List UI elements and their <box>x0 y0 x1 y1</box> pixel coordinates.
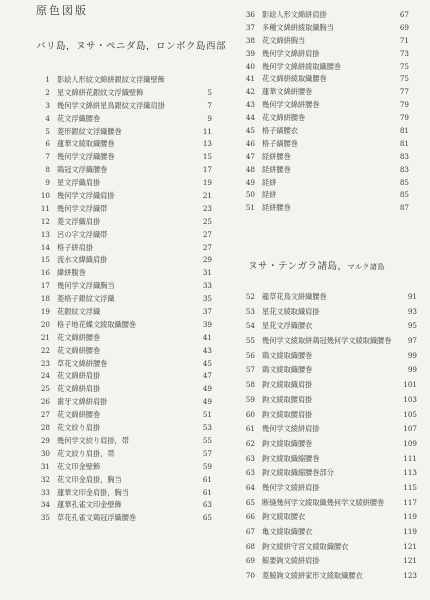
page-number: 121 <box>403 556 417 566</box>
plate-title: 鶏文綾取織腰巻 <box>262 350 313 360</box>
plate-title: 幾何学文綿絣腰巻 <box>262 100 320 110</box>
page-number: 29 <box>202 255 212 265</box>
page-number: 49 <box>202 384 212 394</box>
plate-entry <box>241 334 417 349</box>
page-number: 61 <box>202 474 212 484</box>
page-number: 61 <box>202 487 212 497</box>
plate-number: 5 <box>45 126 50 136</box>
page-number: 111 <box>403 453 417 463</box>
page-number: 67 <box>399 10 409 19</box>
plate-entry <box>36 370 212 383</box>
page-number: 47 <box>202 371 212 381</box>
plate-number: 10 <box>40 191 50 201</box>
plate-number: 11 <box>40 203 50 213</box>
plate-entry <box>241 112 409 125</box>
plate-entry <box>36 113 212 126</box>
plate-title: 格子縞腰衣 <box>262 126 298 136</box>
page-number: 23 <box>202 203 212 213</box>
plate-number: 55 <box>245 336 255 346</box>
plate-title: 亀文綾取織腰衣 <box>262 527 313 536</box>
plate-title: 蓮華文綿絣腰巻 <box>262 87 313 97</box>
plate-number: 58 <box>245 380 255 390</box>
plate-title: 鉤文綾取腰肩掛 <box>262 394 313 404</box>
plate-entry <box>36 409 212 422</box>
plate-entry <box>36 487 212 500</box>
plate-number: 46 <box>245 138 255 148</box>
plate-number: 8 <box>45 165 50 175</box>
plate-number: 64 <box>245 482 255 492</box>
plate-number: 68 <box>245 541 255 551</box>
plate-title: 花文絞り肩掛 <box>57 423 101 433</box>
plate-number: 63 <box>245 468 255 478</box>
plate-number: 26 <box>40 397 50 407</box>
plate-title: 花銀紋文浮織 <box>57 307 101 317</box>
page-number: 85 <box>399 190 409 200</box>
plate-title: 経絣腰巻 <box>262 151 291 161</box>
plate-number: 21 <box>40 332 50 342</box>
plate-number: 34 <box>40 500 50 510</box>
plate-number: 35 <box>40 513 50 523</box>
plate-number: 15 <box>40 255 50 265</box>
plate-number: 13 <box>40 229 50 239</box>
plate-number: 54 <box>245 321 255 331</box>
plate-entry <box>36 319 212 332</box>
page-number: 77 <box>399 87 409 97</box>
page-number: 43 <box>202 345 212 355</box>
plate-title: 流水文緯織肩掛 <box>57 255 108 265</box>
plate-title: 幾何学文浮織肩掛 <box>57 191 115 201</box>
plate-entry <box>241 61 409 74</box>
plate-entry <box>241 151 409 164</box>
plate-title: 幾何学文綿絣綾取織腰巻 <box>262 61 342 71</box>
plate-entry <box>36 151 212 164</box>
plate-number: 7 <box>45 152 50 162</box>
page-number: 19 <box>202 178 212 188</box>
page-number: 5 <box>207 87 212 97</box>
plate-entry <box>241 481 417 496</box>
plate-number: 22 <box>40 345 50 355</box>
page-number: 109 <box>403 438 417 448</box>
page-number: 117 <box>403 497 417 507</box>
page-number: 41 <box>202 332 212 342</box>
page-number: 39 <box>202 319 212 329</box>
plate-number: 30 <box>40 448 50 458</box>
plate-number: 62 <box>245 438 255 448</box>
plate-title: 草花孔雀文鶏冠浮織腰巻 <box>57 513 137 523</box>
plate-entry <box>241 99 409 112</box>
plate-title: 花文綿絣腰巻 <box>262 113 306 123</box>
page-number: 63 <box>202 500 212 510</box>
plate-entry <box>241 540 417 555</box>
plate-number: 44 <box>245 113 255 123</box>
plate-number: 19 <box>40 307 50 317</box>
plate-title: 星花文綾取織肩掛 <box>262 306 320 316</box>
page-number: 75 <box>399 61 409 71</box>
plate-title: 花文綿絣肩掛 <box>57 384 101 394</box>
plate-title: 蓮華文綾取織腰巻 <box>57 139 115 149</box>
plate-entry <box>36 422 212 435</box>
plate-title: 草花文綿絣腰巻 <box>57 358 108 368</box>
section-heading-bali <box>36 38 226 52</box>
page-number: 27 <box>202 229 212 239</box>
plate-number: 12 <box>40 216 50 226</box>
plate-number: 65 <box>245 497 255 507</box>
plate-number: 32 <box>40 474 50 484</box>
plate-number: 24 <box>40 371 50 381</box>
plate-title: 断縫幾何学文綾取織幾何学文綾絣腰巻 <box>262 497 385 507</box>
plate-entry <box>241 125 409 138</box>
plate-number: 42 <box>245 87 255 97</box>
plate-title: 鉤文綾取織縮腰巻部分 <box>262 468 334 478</box>
page-number: 99 <box>407 350 417 360</box>
plate-entry <box>241 437 417 452</box>
plate-title: 呂の字文浮織帯 <box>57 229 108 239</box>
plate-entry <box>241 177 409 190</box>
plate-entry <box>36 229 212 242</box>
plate-number: 9 <box>45 178 50 188</box>
plate-title: 花文綿絣腰巻 <box>57 332 101 342</box>
plate-title: 幾何学文絞り肩掛，帯 <box>57 435 129 445</box>
plate-title: 幾何学文浮織胸当 <box>57 281 115 291</box>
plate-entry <box>36 177 212 190</box>
page-number: 97 <box>407 336 417 346</box>
plate-entry <box>241 138 409 151</box>
plate-title: 菱形銀紋文浮織腰巻 <box>57 126 122 136</box>
plate-number: 37 <box>245 22 255 32</box>
plate-entry <box>241 363 417 378</box>
plate-number: 45 <box>245 126 255 136</box>
plate-title: 影絵人形文綿絣肩掛 <box>262 10 327 19</box>
plate-title: 鉤文綾絣守宮文綾取織腰衣 <box>262 541 349 551</box>
plate-number: 53 <box>245 306 255 316</box>
plate-number: 41 <box>245 74 255 84</box>
plate-entry <box>36 474 212 487</box>
page-number: 51 <box>202 410 212 420</box>
plate-number: 2 <box>45 87 50 97</box>
plate-title: 鶏文綾取織腰巻 <box>262 365 313 375</box>
page-number: 123 <box>403 571 417 581</box>
plate-entry <box>36 396 212 409</box>
plate-title: 鉤文綾取織腰巻 <box>262 438 313 448</box>
page-number: 79 <box>399 113 409 123</box>
page-number: 121 <box>403 541 417 551</box>
page-number: 59 <box>202 461 212 471</box>
plate-entry <box>241 569 417 584</box>
plate-entry <box>36 383 212 396</box>
page-number: 119 <box>403 527 417 536</box>
plate-number: 25 <box>40 384 50 394</box>
page-number: 13 <box>202 139 212 149</box>
plate-entry <box>36 448 212 461</box>
plate-number: 33 <box>40 487 50 497</box>
plate-entry <box>241 202 409 215</box>
plate-number: 38 <box>245 35 255 45</box>
plate-title: 幾何学文綿絣肩掛 <box>262 48 320 58</box>
plate-entry <box>241 164 409 177</box>
plate-number: 23 <box>40 358 50 368</box>
plate-number: 28 <box>40 423 50 433</box>
plate-title: 経絣 <box>262 177 277 187</box>
plate-title: 星文綿絣花銀紋文浮織壁飾 <box>57 87 144 97</box>
plate-entry <box>36 254 212 267</box>
plate-title: 花文綿絣胸当 <box>262 35 306 45</box>
plate-title: 鉤文綾取腰衣 <box>262 512 306 522</box>
plate-number: 3 <box>45 100 50 110</box>
plate-title: 影絵人形紋文綿絣銀紋文浮織壁飾 <box>57 75 165 84</box>
plate-number: 43 <box>245 100 255 110</box>
plate-number: 27 <box>40 410 50 420</box>
plate-entry <box>241 466 417 481</box>
plate-entry <box>241 393 417 408</box>
plate-number: 39 <box>245 48 255 58</box>
page-number: 103 <box>403 394 417 404</box>
plate-title: 蓮華孔雀文印金壁飾 <box>57 500 122 510</box>
page-number: 57 <box>202 448 212 458</box>
plate-number: 6 <box>45 139 50 149</box>
page-number: 65 <box>202 513 212 523</box>
plate-entry <box>36 164 212 177</box>
page-number: 9 <box>207 113 212 123</box>
plate-title: 花文絞り肩掛，帯 <box>57 448 115 458</box>
plate-number: 60 <box>245 409 255 419</box>
page-number: 69 <box>399 22 409 32</box>
plate-title: 経絣 <box>262 190 277 200</box>
plate-entry <box>36 203 212 216</box>
plate-title: 格子地花蝶文綾取織腰巻 <box>57 319 137 329</box>
page-number: 105 <box>403 409 417 419</box>
plate-number: 17 <box>40 281 50 291</box>
plate-entry <box>241 86 409 99</box>
page-number: 107 <box>403 424 417 434</box>
plate-title: 鉤文綾取腰肩掛 <box>262 409 313 419</box>
plate-title: 鉤文綾取織肩掛 <box>262 380 313 390</box>
plate-title: 龍草花鳥文絣織腰巻 <box>262 292 327 301</box>
plate-title: 経絣腰巻 <box>262 203 291 213</box>
page-number: 53 <box>202 423 212 433</box>
plate-title: 花文浮織腰巻 <box>57 113 101 123</box>
plate-title: 鶏冠文浮織腰巻 <box>57 165 108 175</box>
page-number: 73 <box>399 48 409 58</box>
plate-title: 花文印金壁飾 <box>57 461 101 471</box>
plate-entry <box>36 138 212 151</box>
page-number: 81 <box>399 126 409 136</box>
page-number: 101 <box>403 380 417 390</box>
plate-title: 花文綿絣肩掛 <box>57 371 101 381</box>
plate-entry <box>36 306 212 319</box>
page-number: 31 <box>202 268 212 278</box>
plate-number: 69 <box>245 556 255 566</box>
plate-title: 花文綿絣腰巻 <box>57 345 101 355</box>
page-number: 99 <box>407 365 417 375</box>
plate-entry <box>36 293 212 306</box>
plate-title: 花文綿絣綾取織腰巻 <box>262 74 327 84</box>
section-title: ヌサ・テンガラ諸島， <box>248 261 348 272</box>
plate-number: 56 <box>245 350 255 360</box>
plate-number: 1 <box>45 75 50 84</box>
plate-number: 49 <box>245 177 255 187</box>
plate-entry <box>241 9 409 22</box>
plate-number: 59 <box>245 394 255 404</box>
plate-entry <box>241 22 409 35</box>
plate-entry <box>241 422 417 437</box>
plate-title: 花文印金肩掛，胸当 <box>57 474 122 484</box>
plate-title: 星花文浮織腰衣 <box>262 321 313 331</box>
page-number: 113 <box>403 468 417 478</box>
plate-entry <box>36 435 212 448</box>
section-heading-nusa-tenggara <box>248 258 385 272</box>
plate-entry <box>241 510 417 525</box>
page-number: 95 <box>407 321 417 331</box>
plate-entry <box>241 349 417 364</box>
plate-entry <box>36 280 212 293</box>
plate-title: 幾何学文綾取絣鶏冠幾何学文綾取織腰巻 <box>262 336 392 346</box>
plate-entry <box>36 242 212 255</box>
plate-title: 幾何学文綾絣肩掛 <box>262 424 320 434</box>
plate-entry <box>241 305 417 320</box>
plate-entry <box>241 290 417 305</box>
page-number: 33 <box>202 281 212 291</box>
plate-number: 29 <box>40 435 50 445</box>
page-number: 83 <box>399 164 409 174</box>
page-number: 81 <box>399 138 409 148</box>
plate-title: 経絣腰巻 <box>262 164 291 174</box>
plate-entry <box>241 554 417 569</box>
plate-number: 4 <box>45 113 50 123</box>
plate-entry <box>36 461 212 474</box>
plate-entry <box>36 499 212 512</box>
page-number: 55 <box>202 435 212 445</box>
page-heading: 原色図版 <box>36 4 88 17</box>
plate-title: 歯牙文綿絣肩掛 <box>57 397 108 407</box>
plate-number: 16 <box>40 268 50 278</box>
plate-number: 14 <box>40 242 50 252</box>
page-number: 91 <box>407 292 417 301</box>
plate-number: 36 <box>245 10 255 19</box>
page-number: 49 <box>202 397 212 407</box>
plate-title: 幾何学文綿絣星鳥銀紋文浮織肩掛 <box>57 100 165 110</box>
plate-number: 47 <box>245 151 255 161</box>
plate-entry <box>241 189 409 202</box>
page-number: 21 <box>202 191 212 201</box>
plate-entry <box>36 100 212 113</box>
plate-entry <box>241 525 417 540</box>
page-number: 93 <box>407 306 417 316</box>
page-number: 17 <box>202 165 212 175</box>
plate-entry <box>36 190 212 203</box>
plate-number: 67 <box>245 527 255 536</box>
plate-entry <box>36 267 212 280</box>
plate-number: 63 <box>245 453 255 463</box>
plate-number: 57 <box>245 365 255 375</box>
page-number: 115 <box>403 482 417 492</box>
plate-number: 70 <box>245 571 255 581</box>
plate-number: 66 <box>245 512 255 522</box>
plate-title: 星文浮織肩掛 <box>57 178 101 188</box>
plate-entry <box>241 48 409 61</box>
plate-entry <box>241 35 409 48</box>
plate-title: 花文綿絣腰巻 <box>57 410 101 420</box>
plate-number: 31 <box>40 461 50 471</box>
page-number: 27 <box>202 242 212 252</box>
plate-entry <box>36 74 212 87</box>
plate-entry <box>36 358 212 371</box>
section-title: バリ島，ヌサ・ペニダ島，ロンボク島西部 <box>36 41 227 52</box>
plate-number: 18 <box>40 294 50 304</box>
plate-entry <box>241 319 417 334</box>
plate-title: 幾何学文綾絣肩掛 <box>262 482 320 492</box>
plate-number: 51 <box>245 203 255 213</box>
page-number: 35 <box>202 294 212 304</box>
page-number: 75 <box>399 74 409 84</box>
page-number: 83 <box>399 151 409 161</box>
plate-entry <box>241 408 417 423</box>
plate-number: 20 <box>40 319 50 329</box>
plate-title: 多種文綿絣綾取織胸当 <box>262 22 334 32</box>
plate-entry <box>36 332 212 345</box>
page-number: 25 <box>202 216 212 226</box>
plate-entry <box>36 87 212 100</box>
plate-number: 50 <box>245 190 255 200</box>
page-number: 37 <box>202 307 212 317</box>
plate-title: 格子絣肩掛 <box>57 242 93 252</box>
plate-number: 40 <box>245 61 255 71</box>
plate-number: 61 <box>245 424 255 434</box>
page-number: 7 <box>207 100 212 110</box>
plate-title: 菱文浮織肩掛 <box>57 216 101 226</box>
plate-list-right-bottom <box>241 290 417 584</box>
plate-entry <box>241 73 409 86</box>
plate-entry <box>36 345 212 358</box>
plate-title: 鯨要鉤文綾絣肩掛 <box>262 556 320 566</box>
page-number: 119 <box>403 512 417 522</box>
page-number: 45 <box>202 358 212 368</box>
plate-entry <box>241 496 417 511</box>
page-number: 15 <box>202 152 212 162</box>
plate-entry <box>36 512 212 525</box>
plate-title: 菱格子銀紋文浮織 <box>57 294 115 304</box>
page-number: 79 <box>399 100 409 110</box>
page-number: 11 <box>202 126 212 136</box>
plate-list-right-top <box>241 9 409 215</box>
plate-list-left <box>36 74 212 525</box>
plate-number: 52 <box>245 292 255 301</box>
plate-title: 鉤文綾取織縮腰巻 <box>262 453 320 463</box>
page-number: 87 <box>399 203 409 213</box>
plate-title: 蓮華文印金肩掛，胸当 <box>57 487 129 497</box>
page-number: 71 <box>399 35 409 45</box>
plate-entry <box>241 452 417 467</box>
plate-entry <box>36 126 212 139</box>
plate-title: 緯絣腹巻 <box>57 268 86 278</box>
plate-title: 幾何学文浮織腰巻 <box>57 152 115 162</box>
section-suffix: マルク諸島 <box>347 263 385 271</box>
page-number: 85 <box>399 177 409 187</box>
plate-entry <box>241 378 417 393</box>
plate-title: 菱鯨鉤文綾絣家形文綾取織腰衣 <box>262 571 363 581</box>
plate-title: 格子縞腰巻 <box>262 138 298 148</box>
plate-number: 48 <box>245 164 255 174</box>
plate-entry <box>36 216 212 229</box>
plate-title: 幾何学文浮織帯 <box>57 203 108 213</box>
